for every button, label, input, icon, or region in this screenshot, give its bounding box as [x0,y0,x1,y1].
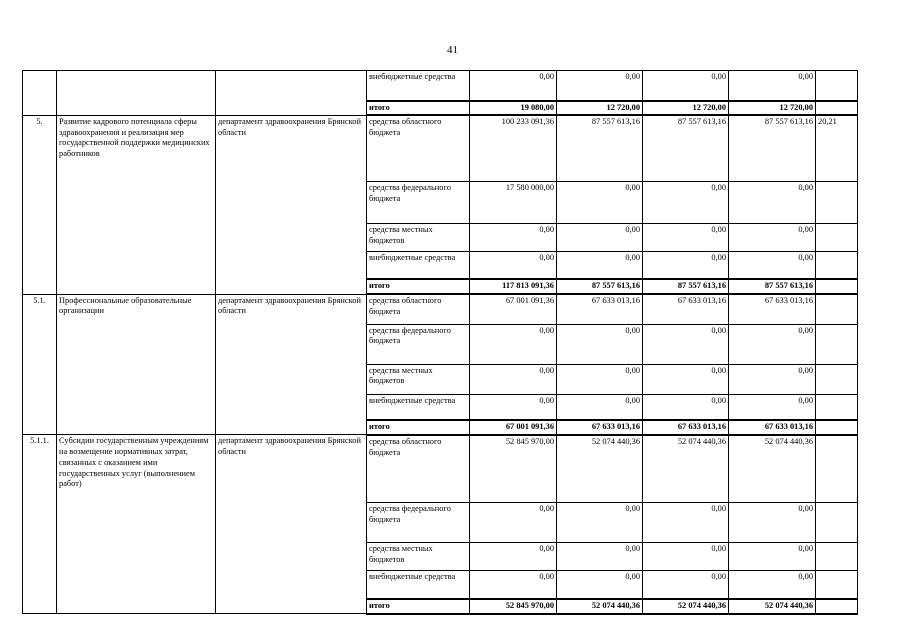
funding-source-cell: итого [367,101,470,116]
budget-table [22,70,858,615]
percent-cell [816,181,858,223]
funding-source-cell: средства областного бюджета [367,294,470,324]
table-body [23,71,858,614]
funding-source-cell: внебюджетные средства [367,71,470,101]
amount-cell-2: 52 074 440,36 [557,435,643,503]
amount-cell-3: 0,00 [643,543,729,571]
percent-cell [816,394,858,420]
amount-cell-2: 87 557 613,16 [557,115,643,181]
funding-source-cell: средства федерального бюджета [367,324,470,364]
amount-cell-4: 0,00 [729,223,816,251]
amount-cell-2: 0,00 [557,223,643,251]
percent-cell [816,571,858,599]
funding-source-cell: средства областного бюджета [367,115,470,181]
row-number-cell [23,71,57,116]
amount-cell-1: 0,00 [470,571,557,599]
percent-cell: 20,21 [816,115,858,181]
amount-cell-3: 67 633 013,16 [643,420,729,435]
amount-cell-1: 19 080,00 [470,101,557,116]
amount-cell-3: 87 557 613,16 [643,115,729,181]
amount-cell-4: 0,00 [729,571,816,599]
amount-cell-2: 0,00 [557,324,643,364]
amount-cell-1: 0,00 [470,223,557,251]
amount-cell-1: 100 233 091,36 [470,115,557,181]
percent-cell [816,420,858,435]
amount-cell-3: 0,00 [643,324,729,364]
amount-cell-1: 0,00 [470,394,557,420]
amount-cell-3: 12 720,00 [643,101,729,116]
amount-cell-2: 67 633 013,16 [557,294,643,324]
percent-cell [816,223,858,251]
amount-cell-4: 0,00 [729,181,816,223]
amount-cell-3: 0,00 [643,364,729,394]
executor-cell: департамент здравоохранения Брянской области [216,294,367,435]
amount-cell-3: 87 557 613,16 [643,279,729,294]
amount-cell-3: 0,00 [643,394,729,420]
amount-cell-4: 87 557 613,16 [729,279,816,294]
funding-source-cell: средства местных бюджетов [367,543,470,571]
amount-cell-1: 0,00 [470,543,557,571]
amount-cell-2: 67 633 013,16 [557,420,643,435]
percent-cell [816,251,858,279]
amount-cell-1: 67 001 091,36 [470,420,557,435]
amount-cell-4: 0,00 [729,543,816,571]
item-name-cell [57,71,216,116]
amount-cell-2: 87 557 613,16 [557,279,643,294]
funding-source-cell: средства федерального бюджета [367,503,470,543]
amount-cell-2: 12 720,00 [557,101,643,116]
funding-source-cell: внебюджетные средства [367,251,470,279]
amount-cell-1: 0,00 [470,503,557,543]
percent-cell [816,324,858,364]
amount-cell-4: 0,00 [729,364,816,394]
percent-cell [816,279,858,294]
funding-source-cell: внебюджетные средства [367,571,470,599]
amount-cell-2: 0,00 [557,71,643,101]
page-number: 41 [447,44,458,56]
percent-cell [816,543,858,571]
percent-cell [816,294,858,324]
amount-cell-3: 0,00 [643,223,729,251]
funding-source-cell: внебюджетные средства [367,394,470,420]
funding-source-cell: итого [367,599,470,614]
amount-cell-3: 52 074 440,36 [643,435,729,503]
amount-cell-3: 0,00 [643,503,729,543]
amount-cell-1: 0,00 [470,251,557,279]
amount-cell-1: 117 813 091,36 [470,279,557,294]
amount-cell-1: 52 845 970,00 [470,599,557,614]
item-name-cell: Профессиональные образовательные организации [57,294,216,435]
amount-cell-4: 67 633 013,16 [729,420,816,435]
amount-cell-2: 0,00 [557,251,643,279]
percent-cell [816,101,858,116]
table-row [23,71,858,101]
amount-cell-2: 0,00 [557,543,643,571]
funding-source-cell: итого [367,279,470,294]
amount-cell-4: 0,00 [729,71,816,101]
amount-cell-2: 0,00 [557,571,643,599]
funding-source-cell: итого [367,420,470,435]
amount-cell-4: 0,00 [729,251,816,279]
funding-source-cell: средства местных бюджетов [367,364,470,394]
amount-cell-2: 0,00 [557,394,643,420]
executor-cell: департамент здравоохранения Брянской области [216,435,367,614]
funding-source-cell: средства федерального бюджета [367,181,470,223]
amount-cell-3: 0,00 [643,251,729,279]
percent-cell [816,71,858,101]
percent-cell [816,503,858,543]
percent-cell [816,435,858,503]
amount-cell-4: 0,00 [729,324,816,364]
amount-cell-4: 0,00 [729,394,816,420]
amount-cell-1: 0,00 [470,364,557,394]
table-row [23,294,858,324]
amount-cell-4: 52 074 440,36 [729,435,816,503]
amount-cell-3: 67 633 013,16 [643,294,729,324]
row-number-cell: 5. [23,115,57,294]
percent-cell [816,364,858,394]
amount-cell-2: 0,00 [557,181,643,223]
amount-cell-4: 87 557 613,16 [729,115,816,181]
amount-cell-4: 12 720,00 [729,101,816,116]
amount-cell-3: 52 074 440,36 [643,599,729,614]
amount-cell-3: 0,00 [643,571,729,599]
amount-cell-2: 52 074 440,36 [557,599,643,614]
amount-cell-3: 0,00 [643,181,729,223]
amount-cell-1: 0,00 [470,324,557,364]
executor-cell: департамент здравоохранения Брянской области [216,115,367,294]
amount-cell-4: 0,00 [729,503,816,543]
amount-cell-4: 52 074 440,36 [729,599,816,614]
percent-cell [816,599,858,614]
item-name-cell: Развитие кадрового потенциала сферы здравоохранения и реализация мер государственной поддержки медицинских работников [57,115,216,294]
executor-cell [216,71,367,116]
amount-cell-1: 0,00 [470,71,557,101]
table-row [23,435,858,503]
table-row [23,115,858,181]
funding-source-cell: средства областного бюджета [367,435,470,503]
amount-cell-4: 67 633 013,16 [729,294,816,324]
funding-source-cell: средства местных бюджетов [367,223,470,251]
amount-cell-1: 17 580 000,00 [470,181,557,223]
row-number-cell: 5.1. [23,294,57,435]
amount-cell-2: 0,00 [557,364,643,394]
amount-cell-1: 52 845 970,00 [470,435,557,503]
row-number-cell: 5.1.1. [23,435,57,614]
amount-cell-3: 0,00 [643,71,729,101]
amount-cell-1: 67 001 091,36 [470,294,557,324]
amount-cell-2: 0,00 [557,503,643,543]
item-name-cell: Субсидии государственным учреждениям на возмещение нормативных затрат, связанных с оказанием ими государственных услуг (выполнением работ) [57,435,216,614]
